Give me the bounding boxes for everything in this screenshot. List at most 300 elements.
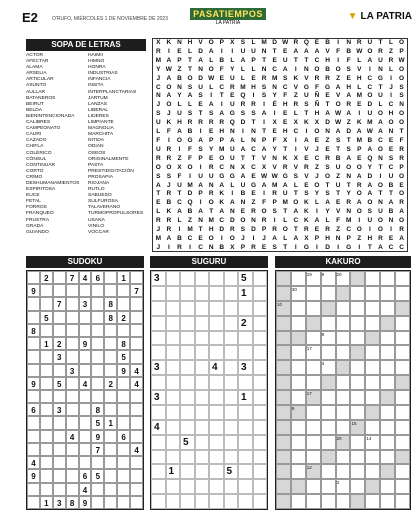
kakuro-cell[interactable] xyxy=(350,316,365,331)
kakuro-cell[interactable]: 20 xyxy=(336,271,351,286)
kakuro-cell[interactable] xyxy=(336,494,351,509)
sudoku-cell[interactable] xyxy=(104,337,117,350)
sudoku-cell[interactable] xyxy=(104,350,117,363)
kakuro-cell[interactable] xyxy=(365,345,380,360)
kakuro-cell[interactable] xyxy=(380,375,395,390)
suguru-cell[interactable] xyxy=(180,375,195,390)
kakuro-cell[interactable] xyxy=(350,479,365,494)
kakuro-cell[interactable]: 8 xyxy=(321,331,336,346)
kakuro-cell[interactable] xyxy=(321,464,336,479)
sudoku-cell[interactable] xyxy=(130,483,143,496)
sudoku-cell[interactable] xyxy=(53,469,66,482)
sudoku-cell[interactable] xyxy=(104,324,117,337)
suguru-cell[interactable] xyxy=(209,345,224,360)
kakuro-cell[interactable] xyxy=(321,494,336,509)
sudoku-cell[interactable] xyxy=(130,390,143,403)
sudoku-cell[interactable] xyxy=(130,297,143,310)
suguru-cell[interactable] xyxy=(209,450,224,465)
sudoku-cell[interactable] xyxy=(104,443,117,456)
suguru-cell[interactable] xyxy=(238,345,253,360)
kakuro-cell[interactable] xyxy=(336,375,351,390)
kakuro-cell[interactable] xyxy=(306,331,321,346)
kakuro-cell[interactable] xyxy=(395,420,410,435)
sudoku-cell[interactable]: 3 xyxy=(53,350,66,363)
kakuro-cell[interactable] xyxy=(380,464,395,479)
sudoku-cell[interactable] xyxy=(104,271,117,284)
suguru-cell[interactable] xyxy=(151,450,166,465)
sudoku-cell[interactable] xyxy=(40,403,53,416)
kakuro-cell[interactable] xyxy=(321,345,336,360)
suguru-cell[interactable] xyxy=(238,464,253,479)
kakuro-cell[interactable] xyxy=(380,301,395,316)
suguru-cell[interactable]: 4 xyxy=(151,420,166,435)
kakuro-cell[interactable]: 10 xyxy=(276,301,291,316)
sudoku-cell[interactable] xyxy=(27,443,40,456)
kakuro-cell[interactable] xyxy=(291,390,306,405)
kakuro-cell[interactable] xyxy=(336,360,351,375)
suguru-cell[interactable] xyxy=(224,405,239,420)
suguru-cell[interactable] xyxy=(209,390,224,405)
kakuro-cell[interactable] xyxy=(276,375,291,390)
suguru-cell[interactable] xyxy=(180,271,195,286)
suguru-cell[interactable]: 1 xyxy=(238,390,253,405)
sudoku-cell[interactable] xyxy=(27,271,40,284)
sudoku-cell[interactable] xyxy=(40,430,53,443)
suguru-cell[interactable] xyxy=(238,479,253,494)
sudoku-cell[interactable]: 5 xyxy=(40,311,53,324)
suguru-cell[interactable] xyxy=(166,301,181,316)
sudoku-cell[interactable]: 1 xyxy=(117,271,130,284)
suguru-cell[interactable] xyxy=(166,405,181,420)
kakuro-cell[interactable] xyxy=(395,301,410,316)
suguru-cell[interactable] xyxy=(253,464,268,479)
suguru-cell[interactable] xyxy=(195,420,210,435)
sudoku-cell[interactable]: 9 xyxy=(117,364,130,377)
sudoku-cell[interactable] xyxy=(27,483,40,496)
kakuro-cell[interactable] xyxy=(276,331,291,346)
suguru-cell[interactable] xyxy=(195,316,210,331)
sudoku-cell[interactable]: 9 xyxy=(27,377,40,390)
sudoku-cell[interactable] xyxy=(40,483,53,496)
kakuro-cell[interactable]: 20 xyxy=(336,435,351,450)
sudoku-cell[interactable] xyxy=(79,416,92,429)
sudoku-cell[interactable] xyxy=(66,311,79,324)
sudoku-cell[interactable] xyxy=(27,390,40,403)
kakuro-cell[interactable] xyxy=(350,301,365,316)
sudoku-cell[interactable] xyxy=(104,430,117,443)
suguru-cell[interactable] xyxy=(253,390,268,405)
kakuro-cell[interactable] xyxy=(350,390,365,405)
sudoku-cell[interactable] xyxy=(66,350,79,363)
kakuro-cell[interactable]: 17 xyxy=(306,390,321,405)
sudoku-cell[interactable] xyxy=(27,496,40,509)
suguru-cell[interactable] xyxy=(180,479,195,494)
kakuro-cell[interactable] xyxy=(365,420,380,435)
sudoku-cell[interactable] xyxy=(53,284,66,297)
sudoku-cell[interactable] xyxy=(40,324,53,337)
sudoku-cell[interactable]: 7 xyxy=(130,284,143,297)
sudoku-cell[interactable] xyxy=(117,297,130,310)
sudoku-cell[interactable] xyxy=(79,350,92,363)
kakuro-cell[interactable] xyxy=(291,464,306,479)
kakuro-cell[interactable] xyxy=(276,390,291,405)
sudoku-cell[interactable]: 2 xyxy=(40,271,53,284)
suguru-cell[interactable] xyxy=(180,360,195,375)
suguru-cell[interactable] xyxy=(209,331,224,346)
sudoku-cell[interactable] xyxy=(91,337,104,350)
sudoku-cell[interactable] xyxy=(130,337,143,350)
suguru-cell[interactable] xyxy=(195,301,210,316)
kakuro-cell[interactable] xyxy=(380,271,395,286)
sudoku-cell[interactable] xyxy=(40,284,53,297)
kakuro-cell[interactable] xyxy=(306,316,321,331)
suguru-cell[interactable] xyxy=(238,420,253,435)
sudoku-cell[interactable] xyxy=(66,337,79,350)
kakuro-cell[interactable] xyxy=(380,316,395,331)
kakuro-cell[interactable] xyxy=(395,360,410,375)
kakuro-cell[interactable] xyxy=(291,375,306,390)
kakuro-cell[interactable] xyxy=(350,435,365,450)
suguru-cell[interactable] xyxy=(166,435,181,450)
kakuro-cell[interactable] xyxy=(321,405,336,420)
suguru-cell[interactable] xyxy=(253,479,268,494)
sudoku-cell[interactable] xyxy=(27,297,40,310)
suguru-cell[interactable] xyxy=(166,331,181,346)
suguru-cell[interactable] xyxy=(166,316,181,331)
sudoku-cell[interactable] xyxy=(104,483,117,496)
kakuro-cell[interactable] xyxy=(321,450,336,465)
kakuro-cell[interactable] xyxy=(336,316,351,331)
kakuro-cell[interactable] xyxy=(336,450,351,465)
suguru-cell[interactable]: 1 xyxy=(166,464,181,479)
kakuro-cell[interactable] xyxy=(306,301,321,316)
suguru-cell[interactable] xyxy=(151,405,166,420)
kakuro-cell[interactable] xyxy=(276,420,291,435)
kakuro-cell[interactable] xyxy=(276,494,291,509)
sudoku-cell[interactable] xyxy=(104,390,117,403)
kakuro-cell[interactable] xyxy=(350,331,365,346)
sudoku-cell[interactable] xyxy=(130,324,143,337)
kakuro-cell[interactable] xyxy=(321,479,336,494)
suguru-cell[interactable]: 3 xyxy=(151,390,166,405)
kakuro-cell[interactable] xyxy=(365,316,380,331)
kakuro-cell[interactable] xyxy=(380,450,395,465)
sudoku-cell[interactable] xyxy=(40,350,53,363)
sudoku-cell[interactable] xyxy=(27,350,40,363)
suguru-cell[interactable] xyxy=(195,435,210,450)
suguru-cell[interactable]: 5 xyxy=(180,435,195,450)
sudoku-cell[interactable] xyxy=(130,416,143,429)
sudoku-cell[interactable] xyxy=(66,416,79,429)
sudoku-cell[interactable] xyxy=(66,390,79,403)
kakuro-cell[interactable] xyxy=(276,271,291,286)
kakuro-cell[interactable] xyxy=(336,464,351,479)
kakuro-cell[interactable] xyxy=(321,286,336,301)
suguru-cell[interactable] xyxy=(253,271,268,286)
sudoku-cell[interactable] xyxy=(91,350,104,363)
sudoku-cell[interactable] xyxy=(117,483,130,496)
kakuro-cell[interactable] xyxy=(306,360,321,375)
suguru-cell[interactable] xyxy=(238,435,253,450)
sudoku-cell[interactable] xyxy=(53,311,66,324)
sudoku-cell[interactable]: 5 xyxy=(117,350,130,363)
suguru-cell[interactable] xyxy=(209,464,224,479)
sudoku-cell[interactable] xyxy=(91,483,104,496)
sudoku-cell[interactable] xyxy=(40,456,53,469)
sudoku-cell[interactable] xyxy=(117,469,130,482)
sudoku-cell[interactable] xyxy=(66,443,79,456)
sudoku-cell[interactable] xyxy=(66,469,79,482)
sudoku-cell[interactable]: 3 xyxy=(66,364,79,377)
suguru-cell[interactable] xyxy=(253,345,268,360)
suguru-cell[interactable] xyxy=(180,390,195,405)
suguru-cell[interactable] xyxy=(209,316,224,331)
suguru-cell[interactable] xyxy=(180,286,195,301)
kakuro-cell[interactable] xyxy=(306,286,321,301)
suguru-cell[interactable] xyxy=(195,479,210,494)
suguru-cell[interactable] xyxy=(253,360,268,375)
kakuro-cell[interactable] xyxy=(276,450,291,465)
sudoku-cell[interactable]: 8 xyxy=(117,337,130,350)
kakuro-cell[interactable] xyxy=(365,464,380,479)
kakuro-cell[interactable] xyxy=(395,271,410,286)
sudoku-cell[interactable] xyxy=(79,284,92,297)
kakuro-cell[interactable]: 30 xyxy=(291,286,306,301)
sudoku-cell[interactable]: 4 xyxy=(79,377,92,390)
suguru-cell[interactable] xyxy=(209,375,224,390)
suguru-cell[interactable] xyxy=(224,271,239,286)
suguru-cell[interactable]: 2 xyxy=(238,316,253,331)
sudoku-cell[interactable]: 2 xyxy=(53,337,66,350)
kakuro-cell[interactable] xyxy=(395,494,410,509)
kakuro-cell[interactable] xyxy=(380,390,395,405)
kakuro-cell[interactable] xyxy=(395,316,410,331)
suguru-cell[interactable] xyxy=(166,450,181,465)
kakuro-cell[interactable] xyxy=(395,375,410,390)
kakuro-cell[interactable] xyxy=(291,420,306,435)
sudoku-cell[interactable]: 2 xyxy=(117,311,130,324)
kakuro-cell[interactable] xyxy=(336,405,351,420)
kakuro-cell[interactable] xyxy=(365,286,380,301)
sudoku-cell[interactable] xyxy=(91,496,104,509)
sudoku-cell[interactable] xyxy=(117,456,130,469)
kakuro-cell[interactable] xyxy=(365,494,380,509)
sudoku-cell[interactable]: 8 xyxy=(104,311,117,324)
sudoku-cell[interactable] xyxy=(79,364,92,377)
suguru-cell[interactable] xyxy=(166,360,181,375)
kakuro-cell[interactable] xyxy=(276,345,291,360)
kakuro-cell[interactable] xyxy=(321,435,336,450)
sudoku-cell[interactable] xyxy=(130,469,143,482)
sudoku-cell[interactable] xyxy=(91,284,104,297)
sudoku-cell[interactable] xyxy=(79,390,92,403)
sudoku-cell[interactable] xyxy=(27,311,40,324)
suguru-cell[interactable] xyxy=(224,479,239,494)
sudoku-cell[interactable] xyxy=(104,284,117,297)
kakuro-cell[interactable] xyxy=(380,479,395,494)
sudoku-cell[interactable] xyxy=(91,324,104,337)
kakuro-cell[interactable] xyxy=(365,450,380,465)
kakuro-cell[interactable] xyxy=(276,464,291,479)
sudoku-cell[interactable]: 7 xyxy=(91,443,104,456)
kakuro-cell[interactable] xyxy=(306,494,321,509)
kakuro-cell[interactable] xyxy=(380,420,395,435)
sudoku-cell[interactable] xyxy=(117,416,130,429)
sudoku-cell[interactable] xyxy=(91,364,104,377)
kakuro-cell[interactable] xyxy=(395,345,410,360)
suguru-cell[interactable] xyxy=(253,494,268,509)
kakuro-cell[interactable] xyxy=(336,331,351,346)
suguru-cell[interactable] xyxy=(253,420,268,435)
kakuro-cell[interactable] xyxy=(276,435,291,450)
kakuro-cell[interactable] xyxy=(365,390,380,405)
kakuro-cell[interactable]: 17 xyxy=(306,345,321,360)
suguru-cell[interactable] xyxy=(195,494,210,509)
kakuro-cell[interactable] xyxy=(380,435,395,450)
sudoku-cell[interactable]: 3 xyxy=(53,403,66,416)
sudoku-cell[interactable] xyxy=(104,364,117,377)
sudoku-cell[interactable]: 7 xyxy=(66,271,79,284)
kakuro-cell[interactable] xyxy=(350,405,365,420)
kakuro-cell[interactable] xyxy=(336,420,351,435)
suguru-cell[interactable] xyxy=(166,390,181,405)
sudoku-cell[interactable] xyxy=(27,430,40,443)
kakuro-cell[interactable] xyxy=(395,479,410,494)
suguru-cell[interactable] xyxy=(151,286,166,301)
sudoku-cell[interactable]: 4 xyxy=(79,483,92,496)
kakuro-cell[interactable] xyxy=(306,375,321,390)
suguru-cell[interactable] xyxy=(166,420,181,435)
kakuro-cell[interactable] xyxy=(365,375,380,390)
kakuro-cell[interactable] xyxy=(276,286,291,301)
kakuro-cell[interactable] xyxy=(380,360,395,375)
suguru-cell[interactable] xyxy=(224,301,239,316)
sudoku-cell[interactable] xyxy=(117,390,130,403)
sudoku-cell[interactable]: 9 xyxy=(91,430,104,443)
suguru-cell[interactable] xyxy=(209,479,224,494)
sudoku-cell[interactable] xyxy=(40,377,53,390)
sudoku-cell[interactable] xyxy=(130,403,143,416)
suguru-cell[interactable]: 3 xyxy=(151,360,166,375)
sudoku-cell[interactable] xyxy=(117,403,130,416)
sudoku-cell[interactable]: 5 xyxy=(91,416,104,429)
kakuro-cell[interactable] xyxy=(350,494,365,509)
sudoku-cell[interactable] xyxy=(117,324,130,337)
suguru-cell[interactable] xyxy=(209,494,224,509)
suguru-cell[interactable] xyxy=(238,375,253,390)
kakuro-cell[interactable] xyxy=(365,360,380,375)
sudoku-cell[interactable]: 4 xyxy=(130,364,143,377)
kakuro-cell[interactable] xyxy=(365,271,380,286)
sudoku-cell[interactable] xyxy=(130,496,143,509)
suguru-cell[interactable] xyxy=(195,464,210,479)
sudoku-cell[interactable]: 6 xyxy=(27,403,40,416)
kakuro-cell[interactable] xyxy=(365,301,380,316)
kakuro-cell[interactable] xyxy=(276,405,291,420)
sudoku-cell[interactable] xyxy=(53,364,66,377)
kakuro-cell[interactable]: 15 xyxy=(350,420,365,435)
kakuro-cell[interactable] xyxy=(380,286,395,301)
sudoku-cell[interactable] xyxy=(40,416,53,429)
sudoku-cell[interactable]: 4 xyxy=(130,377,143,390)
suguru-cell[interactable] xyxy=(224,316,239,331)
kakuro-cell[interactable] xyxy=(365,479,380,494)
kakuro-cell[interactable]: 14 xyxy=(365,435,380,450)
sudoku-cell[interactable] xyxy=(130,456,143,469)
kakuro-cell[interactable] xyxy=(365,331,380,346)
kakuro-cell[interactable] xyxy=(291,435,306,450)
suguru-cell[interactable] xyxy=(224,360,239,375)
sudoku-cell[interactable] xyxy=(79,403,92,416)
suguru-cell[interactable] xyxy=(224,450,239,465)
suguru-cell[interactable] xyxy=(166,375,181,390)
kakuro-cell[interactable]: 12 xyxy=(306,464,321,479)
sudoku-cell[interactable] xyxy=(40,364,53,377)
suguru-cell[interactable] xyxy=(151,479,166,494)
sudoku-cell[interactable] xyxy=(66,483,79,496)
kakuro-cell[interactable] xyxy=(306,479,321,494)
sudoku-cell[interactable]: 6 xyxy=(91,271,104,284)
sudoku-cell[interactable] xyxy=(104,469,117,482)
sudoku-cell[interactable] xyxy=(130,311,143,324)
sudoku-cell[interactable] xyxy=(117,284,130,297)
sudoku-cell[interactable]: 8 xyxy=(66,496,79,509)
sudoku-cell[interactable] xyxy=(66,456,79,469)
kakuro-cell[interactable] xyxy=(395,331,410,346)
sudoku-cell[interactable] xyxy=(27,416,40,429)
suguru-cell[interactable] xyxy=(238,301,253,316)
kakuro-cell[interactable]: 8 xyxy=(321,271,336,286)
kakuro-cell[interactable] xyxy=(321,375,336,390)
suguru-cell[interactable] xyxy=(180,316,195,331)
sudoku-cell[interactable] xyxy=(66,297,79,310)
kakuro-cell[interactable] xyxy=(336,345,351,360)
kakuro-cell[interactable] xyxy=(336,390,351,405)
suguru-cell[interactable] xyxy=(195,360,210,375)
suguru-cell[interactable] xyxy=(209,301,224,316)
kakuro-cell[interactable]: 19 xyxy=(306,271,321,286)
kakuro-cell[interactable] xyxy=(350,450,365,465)
suguru-cell[interactable] xyxy=(224,345,239,360)
sudoku-cell[interactable] xyxy=(91,456,104,469)
suguru-cell[interactable] xyxy=(253,450,268,465)
suguru-cell[interactable] xyxy=(238,405,253,420)
sudoku-cell[interactable] xyxy=(79,456,92,469)
suguru-cell[interactable] xyxy=(180,301,195,316)
suguru-cell[interactable] xyxy=(180,494,195,509)
suguru-cell[interactable] xyxy=(195,375,210,390)
sudoku-cell[interactable]: 5 xyxy=(91,469,104,482)
suguru-cell[interactable] xyxy=(209,420,224,435)
suguru-cell[interactable]: 5 xyxy=(224,464,239,479)
suguru-cell[interactable] xyxy=(151,375,166,390)
suguru-cell[interactable]: 5 xyxy=(238,271,253,286)
sudoku-cell[interactable] xyxy=(117,496,130,509)
sudoku-cell[interactable]: 2 xyxy=(104,377,117,390)
suguru-cell[interactable] xyxy=(238,450,253,465)
suguru-cell[interactable] xyxy=(238,331,253,346)
suguru-cell[interactable] xyxy=(151,345,166,360)
kakuro-cell[interactable] xyxy=(380,331,395,346)
suguru-cell[interactable] xyxy=(180,464,195,479)
sudoku-cell[interactable]: 4 xyxy=(130,443,143,456)
suguru-cell[interactable] xyxy=(195,286,210,301)
kakuro-cell[interactable] xyxy=(306,420,321,435)
sudoku-cell[interactable] xyxy=(53,324,66,337)
suguru-cell[interactable] xyxy=(224,331,239,346)
sudoku-cell[interactable] xyxy=(53,483,66,496)
kakuro-cell[interactable] xyxy=(321,420,336,435)
